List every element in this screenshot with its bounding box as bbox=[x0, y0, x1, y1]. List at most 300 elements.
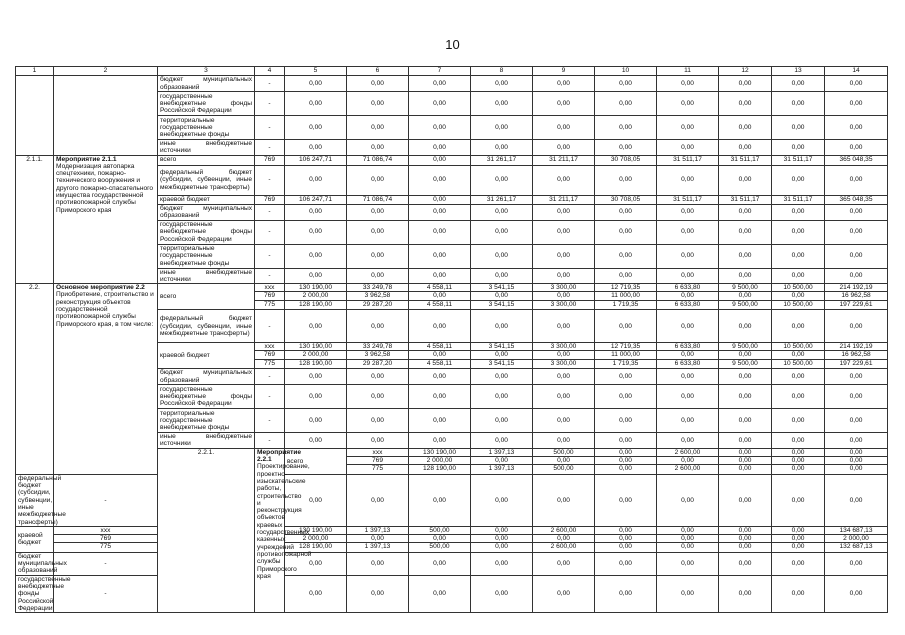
amount-line: 0,00 bbox=[791, 448, 805, 456]
amount-cell: 0,00 bbox=[471, 575, 533, 612]
amount-cell: 0,00 bbox=[285, 116, 347, 140]
amount-cell: 0,00 bbox=[595, 385, 657, 409]
source-cell: территориальные государственные внебюджетные фонды bbox=[158, 244, 255, 268]
amount-cell: 31 261,17 bbox=[471, 195, 533, 204]
amount-cell bbox=[347, 343, 409, 369]
amount-cell bbox=[595, 448, 657, 474]
amount-cell: 0,00 bbox=[471, 116, 533, 140]
amount-line: 29 287,20 bbox=[347, 359, 408, 367]
table-row bbox=[16, 552, 888, 575]
amount-line: 2 000,00 bbox=[825, 534, 887, 542]
amount-cell: 0,00 bbox=[533, 204, 595, 220]
amount-cell: 0,00 bbox=[285, 409, 347, 433]
source-cell: государственные внебюджетные фонды Российской Федерации bbox=[158, 92, 255, 116]
amount-cell: 0,00 bbox=[825, 220, 888, 244]
amount-cell: 0,00 bbox=[595, 310, 657, 343]
amount-line: 1 397,13 bbox=[488, 448, 515, 456]
amount-cell: 0,00 bbox=[657, 204, 719, 220]
amount-cell: 0,00 bbox=[595, 165, 657, 195]
amount-cell: 0,00 bbox=[657, 140, 719, 156]
amount-cell bbox=[825, 526, 888, 552]
amount-cell bbox=[285, 343, 347, 369]
code-cell: - bbox=[255, 116, 285, 140]
column-number: 12 bbox=[719, 67, 772, 76]
amount-cell: 0,00 bbox=[772, 575, 825, 612]
amount-cell: 0,00 bbox=[657, 244, 719, 268]
amount-line: 11 000,00 bbox=[595, 350, 656, 358]
amount-cell: 0,00 bbox=[825, 92, 888, 116]
item-text: Проектирование, проектно-изыскательские работы, строительство и реконструкция объектов краевых государственных казенных учреждений противопожарной службы Приморского края bbox=[257, 463, 312, 580]
table-row bbox=[16, 155, 888, 165]
amount-line: 500,00 bbox=[533, 464, 594, 472]
amount-line: 4 558,11 bbox=[426, 284, 453, 292]
amount-cell: 0,00 bbox=[825, 369, 888, 385]
amount-line: 2 600,00 bbox=[533, 542, 594, 550]
amount-line: 6 633,80 bbox=[657, 359, 718, 367]
amount-cell: 0,00 bbox=[825, 310, 888, 343]
amount-line: 197 229,61 bbox=[825, 300, 887, 308]
amount-cell: 0,00 bbox=[409, 155, 471, 165]
amount-cell: 0,00 bbox=[409, 220, 471, 244]
amount-cell: 0,00 bbox=[409, 552, 471, 575]
amount-line: 3 300,00 bbox=[533, 300, 594, 308]
amount-cell: 0,00 bbox=[409, 433, 471, 449]
amount-cell: 0,00 bbox=[409, 268, 471, 284]
amount-cell: 0,00 bbox=[347, 409, 409, 433]
table-row bbox=[16, 474, 888, 526]
amount-line: 6 633,80 bbox=[657, 300, 718, 308]
amount-line: 2 600,00 bbox=[674, 448, 701, 456]
amount-line: 1 397,13 bbox=[347, 542, 408, 550]
amount-cell: 0,00 bbox=[825, 552, 888, 575]
amount-line: 0,00 bbox=[657, 456, 718, 464]
amount-cell: 0,00 bbox=[471, 474, 533, 526]
amount-cell: 0,00 bbox=[533, 140, 595, 156]
amount-line: 9 500,00 bbox=[719, 300, 771, 308]
amount-cell: 0,00 bbox=[285, 140, 347, 156]
amount-cell bbox=[595, 526, 657, 552]
amount-cell: 0,00 bbox=[409, 165, 471, 195]
amount-cell: 0,00 bbox=[595, 220, 657, 244]
amount-line: 0,00 bbox=[825, 464, 887, 472]
amount-line: 0,00 bbox=[657, 542, 718, 550]
code-cell: - bbox=[255, 433, 285, 449]
amount-cell: 0,00 bbox=[719, 409, 772, 433]
amount-cell bbox=[595, 343, 657, 369]
amount-line: 0,00 bbox=[791, 526, 805, 534]
amount-cell: 0,00 bbox=[533, 409, 595, 433]
amount-cell: 0,00 bbox=[285, 369, 347, 385]
amount-cell: 0,00 bbox=[409, 92, 471, 116]
amount-line: 130 190,00 bbox=[298, 526, 332, 534]
amount-line: 0,00 bbox=[495, 526, 508, 534]
amount-cell: 365 048,35 bbox=[825, 195, 888, 204]
amount-cell: 0,00 bbox=[471, 165, 533, 195]
source-cell: бюджет муниципальных образований bbox=[16, 552, 54, 575]
amount-cell: 0,00 bbox=[409, 409, 471, 433]
code-cell: - bbox=[255, 409, 285, 433]
amount-line: 0,00 bbox=[719, 464, 771, 472]
column-number: 8 bbox=[471, 67, 533, 76]
amount-cell: 0,00 bbox=[409, 310, 471, 343]
amount-cell: 30 708,05 bbox=[595, 155, 657, 165]
amount-line: 128 190,00 bbox=[285, 300, 346, 308]
amount-cell: 0,00 bbox=[772, 244, 825, 268]
source-cell: краевой бюджет bbox=[158, 343, 255, 369]
code-line: 775 bbox=[255, 359, 284, 367]
amount-cell: 0,00 bbox=[347, 433, 409, 449]
amount-cell bbox=[347, 526, 409, 552]
amount-cell: 0,00 bbox=[772, 474, 825, 526]
code-cell: - bbox=[54, 552, 158, 575]
amount-cell: 0,00 bbox=[347, 474, 409, 526]
amount-cell: 0,00 bbox=[285, 244, 347, 268]
amount-line: 0,00 bbox=[533, 456, 594, 464]
code-line: 769 bbox=[347, 456, 408, 464]
amount-cell: 0,00 bbox=[719, 575, 772, 612]
code-cell: - bbox=[54, 474, 158, 526]
code-cell: 769 bbox=[255, 195, 285, 204]
amount-cell: 0,00 bbox=[719, 92, 772, 116]
amount-line: 0,00 bbox=[595, 542, 656, 550]
amount-line: 0,00 bbox=[738, 526, 752, 534]
amount-cell: 0,00 bbox=[471, 92, 533, 116]
amount-line: 12 719,35 bbox=[610, 284, 641, 292]
amount-cell: 0,00 bbox=[825, 474, 888, 526]
code-cell: - bbox=[54, 575, 158, 612]
amount-cell: 0,00 bbox=[471, 433, 533, 449]
amount-cell: 31 511,17 bbox=[772, 155, 825, 165]
amount-cell: 0,00 bbox=[719, 310, 772, 343]
code-line: 769 bbox=[54, 534, 157, 542]
amount-cell bbox=[772, 343, 825, 369]
amount-cell: 0,00 bbox=[657, 268, 719, 284]
amount-line: 2 600,00 bbox=[550, 526, 577, 534]
column-number: 1 bbox=[16, 67, 54, 76]
amount-cell bbox=[533, 448, 595, 474]
amount-line: 500,00 bbox=[553, 448, 574, 456]
amount-cell: 0,00 bbox=[772, 116, 825, 140]
amount-cell: 0,00 bbox=[657, 310, 719, 343]
amount-line: 0,00 bbox=[471, 534, 532, 542]
code-line: 775 bbox=[255, 300, 284, 308]
amount-cell: 0,00 bbox=[471, 385, 533, 409]
code-cell: - bbox=[255, 244, 285, 268]
amount-cell: 0,00 bbox=[347, 76, 409, 92]
amount-line: 0,00 bbox=[471, 350, 532, 358]
code-cell: - bbox=[255, 268, 285, 284]
amount-cell: 365 048,35 bbox=[825, 155, 888, 165]
code-line: 775 bbox=[54, 542, 157, 550]
amount-cell bbox=[719, 448, 772, 474]
amount-cell: 0,00 bbox=[347, 220, 409, 244]
amount-line: 0,00 bbox=[657, 291, 718, 299]
amount-cell: 0,00 bbox=[285, 474, 347, 526]
amount-cell: 0,00 bbox=[347, 165, 409, 195]
amount-cell: 0,00 bbox=[285, 92, 347, 116]
amount-cell: 0,00 bbox=[595, 409, 657, 433]
column-number: 11 bbox=[657, 67, 719, 76]
amount-line: 0,00 bbox=[738, 448, 752, 456]
amount-cell: 31 511,17 bbox=[719, 195, 772, 204]
amount-cell: 0,00 bbox=[595, 552, 657, 575]
amount-cell bbox=[772, 284, 825, 310]
amount-cell: 0,00 bbox=[772, 165, 825, 195]
amount-cell: 0,00 bbox=[347, 244, 409, 268]
empty-cell bbox=[16, 76, 54, 156]
amount-cell bbox=[719, 343, 772, 369]
amount-line: 130 190,00 bbox=[422, 448, 456, 456]
amount-cell: 0,00 bbox=[595, 92, 657, 116]
amount-cell: 0,00 bbox=[409, 76, 471, 92]
amount-line: 3 541,15 bbox=[488, 284, 515, 292]
amount-line: 16 962,58 bbox=[825, 350, 887, 358]
amount-cell: 0,00 bbox=[533, 385, 595, 409]
amount-cell: 0,00 bbox=[285, 433, 347, 449]
amount-line: 132 687,13 bbox=[825, 542, 887, 550]
amount-line: 0,00 bbox=[849, 448, 863, 456]
amount-cell: 31 511,17 bbox=[657, 155, 719, 165]
amount-cell: 0,00 bbox=[595, 369, 657, 385]
table-row bbox=[16, 526, 888, 552]
amount-cell bbox=[471, 284, 533, 310]
table-body bbox=[16, 67, 888, 613]
amount-line: 29 287,20 bbox=[347, 300, 408, 308]
amount-cell: 0,00 bbox=[657, 165, 719, 195]
item-number: 2.1.1. bbox=[16, 155, 54, 284]
amount-cell bbox=[719, 284, 772, 310]
source-cell: территориальные государственные внебюджетные фонды bbox=[158, 409, 255, 433]
source-cell: государственные внебюджетные фонды Российской Федерации bbox=[16, 575, 54, 612]
amount-cell: 0,00 bbox=[595, 140, 657, 156]
amount-cell: 0,00 bbox=[409, 195, 471, 204]
amount-cell: 0,00 bbox=[825, 575, 888, 612]
amount-cell: 106 247,71 bbox=[285, 155, 347, 165]
amount-line: 0,00 bbox=[619, 448, 632, 456]
source-cell: федеральный бюджет (субсидии, субвенции, иные межбюджетные трансферты) bbox=[158, 165, 255, 195]
amount-line: 0,00 bbox=[409, 291, 470, 299]
amount-cell bbox=[409, 284, 471, 310]
amount-cell: 0,00 bbox=[719, 204, 772, 220]
amount-cell bbox=[471, 448, 533, 474]
amount-cell: 0,00 bbox=[533, 116, 595, 140]
amount-cell: 0,00 bbox=[719, 385, 772, 409]
amount-line: 16 962,58 bbox=[825, 291, 887, 299]
item-description bbox=[54, 155, 158, 284]
budget-table bbox=[15, 66, 888, 613]
amount-cell: 0,00 bbox=[347, 310, 409, 343]
amount-line: 10 500,00 bbox=[783, 284, 813, 292]
amount-cell bbox=[409, 343, 471, 369]
amount-cell bbox=[719, 526, 772, 552]
amount-line: 134 687,13 bbox=[839, 526, 873, 534]
source-cell: иные внебюджетные источники bbox=[158, 433, 255, 449]
amount-cell: 0,00 bbox=[825, 409, 888, 433]
amount-cell: 0,00 bbox=[471, 268, 533, 284]
amount-line: 4 558,11 bbox=[409, 359, 470, 367]
amount-cell: 0,00 bbox=[471, 244, 533, 268]
amount-cell: 0,00 bbox=[657, 552, 719, 575]
amount-line: 0,00 bbox=[772, 350, 824, 358]
amount-line: 4 558,11 bbox=[409, 300, 470, 308]
table-row bbox=[16, 284, 888, 310]
amount-line: 0,00 bbox=[657, 534, 718, 542]
amount-line: 0,00 bbox=[595, 534, 656, 542]
amount-cell: 0,00 bbox=[719, 220, 772, 244]
amount-line: 0,00 bbox=[657, 350, 718, 358]
amount-line: 0,00 bbox=[471, 456, 532, 464]
amount-cell: 0,00 bbox=[772, 220, 825, 244]
amount-cell: 0,00 bbox=[347, 575, 409, 612]
amount-line: 0,00 bbox=[719, 350, 771, 358]
amount-cell bbox=[533, 526, 595, 552]
amount-cell: 0,00 bbox=[533, 76, 595, 92]
amount-line: 128 190,00 bbox=[409, 464, 470, 472]
item-text: Модернизация автопарка спецтехники, пожарно-технического вооружения и другого пожарно-спасательного имущества государственной противопожарной службы Приморского края bbox=[56, 162, 154, 214]
amount-cell: 0,00 bbox=[285, 165, 347, 195]
amount-cell: 0,00 bbox=[471, 76, 533, 92]
amount-cell: 0,00 bbox=[409, 140, 471, 156]
amount-cell bbox=[825, 343, 888, 369]
amount-line: 214 192,19 bbox=[839, 284, 873, 292]
amount-cell: 0,00 bbox=[347, 268, 409, 284]
amount-line: 0,00 bbox=[772, 542, 824, 550]
amount-cell bbox=[657, 284, 719, 310]
amount-cell bbox=[347, 284, 409, 310]
column-number: 5 bbox=[285, 67, 347, 76]
amount-cell: 0,00 bbox=[772, 552, 825, 575]
amount-line: 2 000,00 bbox=[285, 534, 346, 542]
amount-line: 9 500,00 bbox=[719, 359, 771, 367]
column-number: 10 bbox=[595, 67, 657, 76]
amount-cell: 0,00 bbox=[825, 385, 888, 409]
amount-line: 0,00 bbox=[772, 456, 824, 464]
amount-cell: 0,00 bbox=[825, 268, 888, 284]
amount-cell: 0,00 bbox=[825, 433, 888, 449]
column-number: 2 bbox=[54, 67, 158, 76]
code-line: 775 bbox=[347, 464, 408, 472]
amount-cell bbox=[595, 284, 657, 310]
code-cell bbox=[54, 526, 158, 552]
amount-line: 10 500,00 bbox=[772, 300, 824, 308]
amount-line: 130 190,00 bbox=[298, 284, 332, 292]
amount-line: 500,00 bbox=[409, 542, 470, 550]
amount-line: 0,00 bbox=[719, 534, 771, 542]
amount-cell: 0,00 bbox=[471, 409, 533, 433]
amount-cell: 31 211,17 bbox=[533, 195, 595, 204]
amount-cell: 0,00 bbox=[471, 369, 533, 385]
amount-cell: 0,00 bbox=[285, 310, 347, 343]
amount-cell: 0,00 bbox=[533, 244, 595, 268]
amount-line: 0,00 bbox=[409, 534, 470, 542]
code-cell: - bbox=[255, 385, 285, 409]
amount-line: 0,00 bbox=[409, 350, 470, 358]
amount-cell: 0,00 bbox=[533, 474, 595, 526]
amount-cell: 0,00 bbox=[285, 220, 347, 244]
amount-line: 0,00 bbox=[825, 456, 887, 464]
table-row bbox=[16, 575, 888, 612]
code-cell: 769 bbox=[255, 155, 285, 165]
amount-cell bbox=[825, 448, 888, 474]
item-number: 2.2. bbox=[16, 284, 54, 475]
code-cell: - bbox=[255, 369, 285, 385]
source-cell: всего bbox=[158, 284, 255, 310]
amount-cell: 0,00 bbox=[347, 116, 409, 140]
amount-cell: 0,00 bbox=[719, 116, 772, 140]
amount-line: 0,00 bbox=[471, 542, 532, 550]
amount-cell bbox=[471, 526, 533, 552]
amount-cell: 0,00 bbox=[595, 268, 657, 284]
amount-cell: 0,00 bbox=[772, 433, 825, 449]
amount-line: 214 192,19 bbox=[839, 343, 873, 351]
code-cell: - bbox=[255, 220, 285, 244]
amount-cell: 0,00 bbox=[285, 76, 347, 92]
source-cell: краевой бюджет bbox=[16, 526, 54, 552]
amount-cell: 0,00 bbox=[285, 268, 347, 284]
amount-cell: 0,00 bbox=[285, 552, 347, 575]
amount-line: 3 962,58 bbox=[347, 350, 408, 358]
amount-cell bbox=[409, 448, 471, 474]
amount-cell: 0,00 bbox=[595, 575, 657, 612]
amount-cell: 31 211,17 bbox=[533, 155, 595, 165]
source-cell: всего bbox=[158, 155, 255, 165]
amount-cell bbox=[533, 284, 595, 310]
amount-line: 0,00 bbox=[619, 526, 632, 534]
code-line: ххх bbox=[264, 284, 275, 292]
source-cell: краевой бюджет bbox=[158, 195, 255, 204]
amount-cell: 0,00 bbox=[719, 76, 772, 92]
amount-cell: 0,00 bbox=[347, 204, 409, 220]
code-cell bbox=[347, 448, 409, 474]
amount-cell: 0,00 bbox=[657, 92, 719, 116]
code-line: ххх bbox=[264, 343, 275, 351]
item-text: Приобретение, строительство и реконструкция объектов государственной противопожарной службы Приморского края, в том числе: bbox=[56, 291, 154, 328]
amount-line: 33 249,78 bbox=[362, 284, 393, 292]
code-cell: - bbox=[255, 204, 285, 220]
amount-cell: 0,00 bbox=[533, 552, 595, 575]
amount-line: 10 500,00 bbox=[772, 359, 824, 367]
amount-cell: 0,00 bbox=[772, 268, 825, 284]
amount-cell: 31 511,17 bbox=[719, 155, 772, 165]
amount-cell bbox=[657, 526, 719, 552]
amount-line: 1 397,13 bbox=[471, 464, 532, 472]
column-number: 13 bbox=[772, 67, 825, 76]
amount-cell: 0,00 bbox=[657, 575, 719, 612]
amount-cell: 0,00 bbox=[595, 244, 657, 268]
empty-cell bbox=[54, 76, 158, 156]
amount-line: 3 300,00 bbox=[550, 343, 577, 351]
amount-cell: 0,00 bbox=[347, 140, 409, 156]
amount-cell: 0,00 bbox=[772, 369, 825, 385]
amount-cell: 0,00 bbox=[657, 385, 719, 409]
amount-cell bbox=[657, 448, 719, 474]
amount-cell: 106 247,71 bbox=[285, 195, 347, 204]
header-row bbox=[16, 67, 888, 76]
amount-cell: 0,00 bbox=[533, 220, 595, 244]
amount-cell: 0,00 bbox=[657, 220, 719, 244]
amount-cell: 0,00 bbox=[772, 409, 825, 433]
amount-cell: 0,00 bbox=[409, 369, 471, 385]
amount-line: 6 633,80 bbox=[674, 284, 701, 292]
amount-cell bbox=[772, 448, 825, 474]
amount-cell: 0,00 bbox=[347, 552, 409, 575]
amount-cell: 31 261,17 bbox=[471, 155, 533, 165]
item-description bbox=[54, 284, 158, 475]
amount-cell: 0,00 bbox=[533, 369, 595, 385]
amount-cell: 0,00 bbox=[409, 204, 471, 220]
amount-cell: 0,00 bbox=[825, 244, 888, 268]
code-cell: - bbox=[255, 76, 285, 92]
